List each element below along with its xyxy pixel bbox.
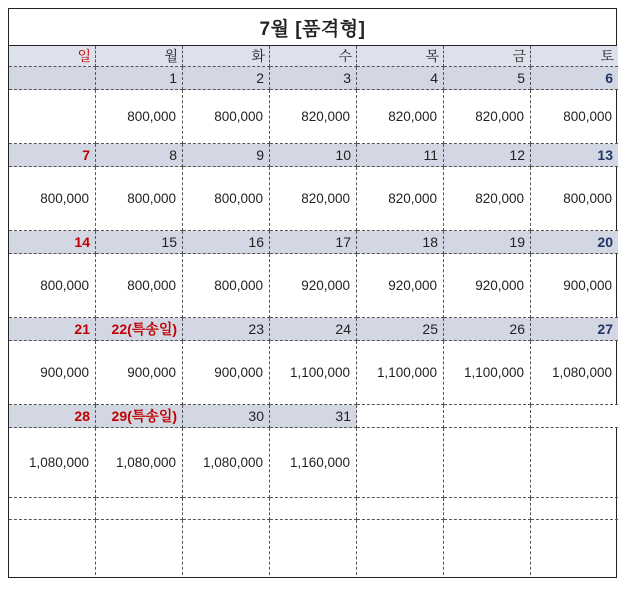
date-cell[interactable]: 7 — [9, 144, 96, 167]
week-5-prices — [9, 428, 616, 498]
weekday-thu: 목 — [357, 46, 444, 67]
date-cell[interactable]: 13 — [531, 144, 618, 167]
date-cell[interactable]: 6 — [531, 67, 618, 90]
date-cell[interactable]: 18 — [357, 231, 444, 254]
empty-price-cell[interactable] — [357, 428, 444, 498]
empty-cell[interactable] — [183, 520, 270, 575]
empty-cell[interactable] — [270, 520, 357, 575]
price-cell[interactable]: 1,080,000 — [9, 428, 96, 498]
price-cell[interactable]: 820,000 — [357, 167, 444, 231]
price-cell[interactable]: 820,000 — [444, 167, 531, 231]
price-cell[interactable]: 800,000 — [9, 254, 96, 318]
price-cell[interactable]: 800,000 — [96, 254, 183, 318]
date-cell[interactable]: 28 — [9, 405, 96, 428]
price-cell[interactable]: 1,100,000 — [270, 341, 357, 405]
price-cell[interactable]: 820,000 — [270, 167, 357, 231]
week-3-prices — [9, 254, 616, 318]
date-cell[interactable]: 31 — [270, 405, 357, 428]
empty-cell[interactable] — [270, 498, 357, 520]
date-cell[interactable]: 4 — [357, 67, 444, 90]
empty-cell[interactable] — [531, 520, 618, 575]
price-cell[interactable]: 900,000 — [96, 341, 183, 405]
date-cell[interactable]: 25 — [357, 318, 444, 341]
calendar-sheet — [8, 8, 617, 578]
date-cell[interactable]: 26 — [444, 318, 531, 341]
price-cell[interactable]: 1,080,000 — [183, 428, 270, 498]
empty-cell[interactable] — [96, 498, 183, 520]
weekday-sat: 토 — [531, 46, 618, 67]
date-cell[interactable]: 23 — [183, 318, 270, 341]
date-cell[interactable]: 10 — [270, 144, 357, 167]
price-cell[interactable]: 1,160,000 — [270, 428, 357, 498]
empty-date-cell[interactable] — [531, 405, 618, 428]
date-cell[interactable]: 3 — [270, 67, 357, 90]
price-cell[interactable]: 800,000 — [531, 90, 618, 144]
price-cell[interactable]: 800,000 — [183, 254, 270, 318]
price-cell[interactable]: 800,000 — [96, 167, 183, 231]
week-5-dates — [9, 405, 616, 428]
week-4-dates — [9, 318, 616, 341]
price-cell[interactable]: 920,000 — [444, 254, 531, 318]
date-cell[interactable]: 20 — [531, 231, 618, 254]
week-1-prices — [9, 90, 616, 144]
price-cell[interactable]: 800,000 — [96, 90, 183, 144]
empty-date-cell[interactable] — [357, 405, 444, 428]
date-cell[interactable]: 5 — [444, 67, 531, 90]
empty-price-cell[interactable] — [531, 428, 618, 498]
price-cell[interactable]: 800,000 — [531, 167, 618, 231]
week-4-prices — [9, 341, 616, 405]
weekday-mon: 월 — [96, 46, 183, 67]
price-cell[interactable]: 1,100,000 — [357, 341, 444, 405]
weekday-tue: 화 — [183, 46, 270, 67]
special-date-cell[interactable]: 29(특송일) — [96, 405, 183, 428]
empty-cell[interactable] — [444, 520, 531, 575]
date-cell[interactable]: 2 — [183, 67, 270, 90]
empty-cell[interactable] — [531, 498, 618, 520]
empty-cell[interactable] — [9, 498, 96, 520]
date-cell[interactable]: 21 — [9, 318, 96, 341]
date-cell[interactable]: 19 — [444, 231, 531, 254]
week-3-dates — [9, 231, 616, 254]
price-cell[interactable]: 900,000 — [531, 254, 618, 318]
date-cell[interactable]: 9 — [183, 144, 270, 167]
price-cell[interactable]: 800,000 — [9, 167, 96, 231]
empty-cell[interactable] — [96, 520, 183, 575]
weekday-sun: 일 — [9, 46, 96, 67]
price-cell[interactable]: 820,000 — [444, 90, 531, 144]
price-cell[interactable]: 920,000 — [357, 254, 444, 318]
week-1-dates — [9, 67, 616, 90]
date-cell[interactable]: 30 — [183, 405, 270, 428]
date-cell[interactable]: 15 — [96, 231, 183, 254]
empty-cell[interactable] — [357, 498, 444, 520]
date-cell[interactable]: 17 — [270, 231, 357, 254]
price-cell[interactable]: 900,000 — [183, 341, 270, 405]
empty-cell[interactable] — [9, 520, 96, 575]
date-cell[interactable]: 11 — [357, 144, 444, 167]
date-cell[interactable]: 12 — [444, 144, 531, 167]
empty-row — [9, 498, 616, 520]
price-cell[interactable]: 1,100,000 — [444, 341, 531, 405]
price-cell[interactable]: 1,080,000 — [96, 428, 183, 498]
week-2-prices — [9, 167, 616, 231]
date-cell[interactable]: 1 — [96, 67, 183, 90]
date-cell[interactable]: 14 — [9, 231, 96, 254]
price-cell[interactable]: 1,080,000 — [531, 341, 618, 405]
price-cell[interactable]: 900,000 — [9, 341, 96, 405]
price-cell[interactable]: 800,000 — [183, 167, 270, 231]
date-cell[interactable]: 16 — [183, 231, 270, 254]
empty-row — [9, 520, 616, 575]
price-cell[interactable]: 920,000 — [270, 254, 357, 318]
weekday-wed: 수 — [270, 46, 357, 67]
empty-date-cell[interactable] — [444, 405, 531, 428]
date-cell[interactable]: 24 — [270, 318, 357, 341]
week-2-dates — [9, 144, 616, 167]
empty-price-cell[interactable] — [444, 428, 531, 498]
price-cell[interactable]: 820,000 — [270, 90, 357, 144]
special-date-cell[interactable]: 22(특송일) — [96, 318, 183, 341]
weekday-fri: 금 — [444, 46, 531, 67]
empty-cell[interactable] — [444, 498, 531, 520]
empty-cell[interactable] — [357, 520, 444, 575]
price-cell[interactable]: 820,000 — [357, 90, 444, 144]
date-cell[interactable]: 27 — [531, 318, 618, 341]
price-cell[interactable] — [9, 90, 96, 144]
price-cell[interactable]: 800,000 — [183, 90, 270, 144]
date-cell[interactable] — [9, 67, 96, 90]
empty-cell[interactable] — [183, 498, 270, 520]
date-cell[interactable]: 8 — [96, 144, 183, 167]
calendar-title: 7월 [품격형] — [9, 9, 616, 46]
weekday-header-row — [9, 46, 616, 67]
